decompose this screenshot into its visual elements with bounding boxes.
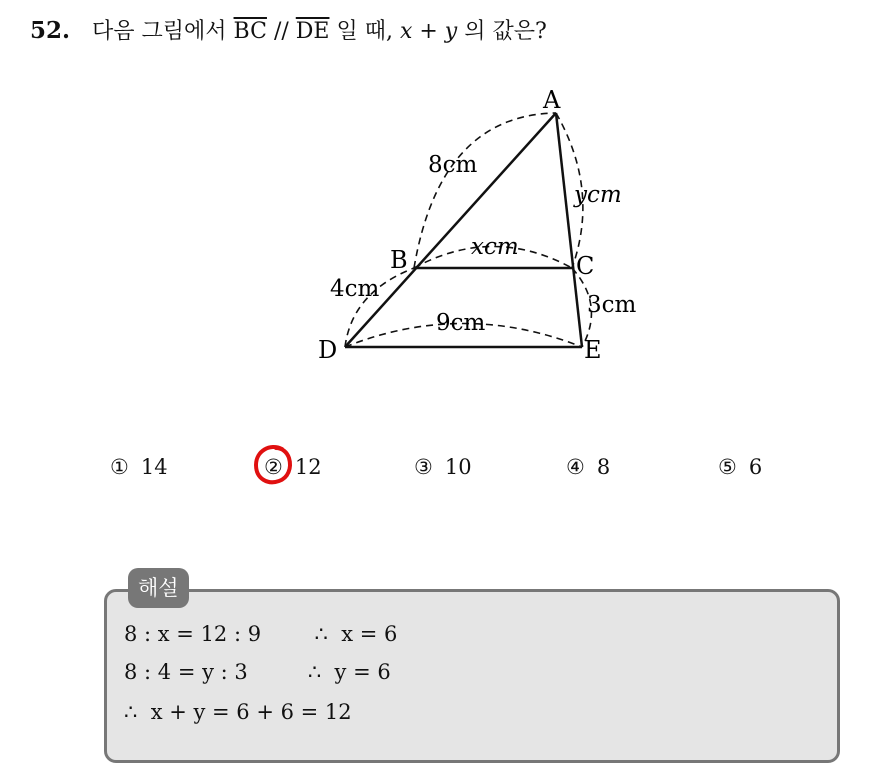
length-ab-label: 8cm xyxy=(428,152,478,178)
line-ae xyxy=(556,113,582,347)
solution-line-2: 8 : 4 = y : 3 ∴ y = 6 xyxy=(124,660,391,684)
choice-2-mark: ② xyxy=(264,455,283,479)
point-c-label: C xyxy=(576,252,595,280)
length-bc-label: xcm xyxy=(471,234,519,260)
choice-4-mark: ④ xyxy=(566,455,585,479)
segment-bc: $\overline{BC}$ xyxy=(233,19,267,44)
point-a-label: A xyxy=(543,86,561,114)
solution-tab: 해설 xyxy=(128,568,189,608)
solution-line-1: 8 : x = 12 : 9 ∴ x = 6 xyxy=(124,622,398,646)
choice-1[interactable] xyxy=(110,455,168,479)
choice-3[interactable] xyxy=(414,455,472,479)
point-d-label: D xyxy=(318,336,338,364)
choice-5-mark: ⑤ xyxy=(718,455,737,479)
point-e-label: E xyxy=(584,336,602,364)
question-expression: x + y xyxy=(399,19,458,44)
choice-1-mark: ① xyxy=(110,455,129,479)
choice-1-value: 14 xyxy=(140,455,168,479)
choice-5-value: 6 xyxy=(748,455,763,479)
point-b-label: B xyxy=(390,246,408,274)
parallel-symbol: // xyxy=(266,19,296,44)
choice-2-value: 12 xyxy=(294,455,322,479)
length-ac-label: ycm xyxy=(574,182,622,208)
question-number: 52. xyxy=(30,17,71,44)
length-de-label: 9cm xyxy=(436,310,486,336)
choice-4[interactable] xyxy=(566,455,610,479)
question-middle: 일 때, xyxy=(329,19,400,44)
question-suffix: 의 값은? xyxy=(457,19,547,44)
solution-line-3: ∴ x + y = 6 + 6 = 12 xyxy=(124,700,352,724)
segment-de: $\overline{DE}$ xyxy=(295,19,330,44)
choice-4-value: 8 xyxy=(596,455,611,479)
length-bd-label: 4cm xyxy=(330,276,380,302)
question-prefix: 다음 그림에서 xyxy=(92,19,227,44)
answer-circle-mark xyxy=(252,443,294,487)
length-ce-label: 3cm xyxy=(587,292,637,318)
choice-3-value: 10 xyxy=(444,455,472,479)
choice-5[interactable] xyxy=(718,455,762,479)
choice-3-mark: ③ xyxy=(414,455,433,479)
